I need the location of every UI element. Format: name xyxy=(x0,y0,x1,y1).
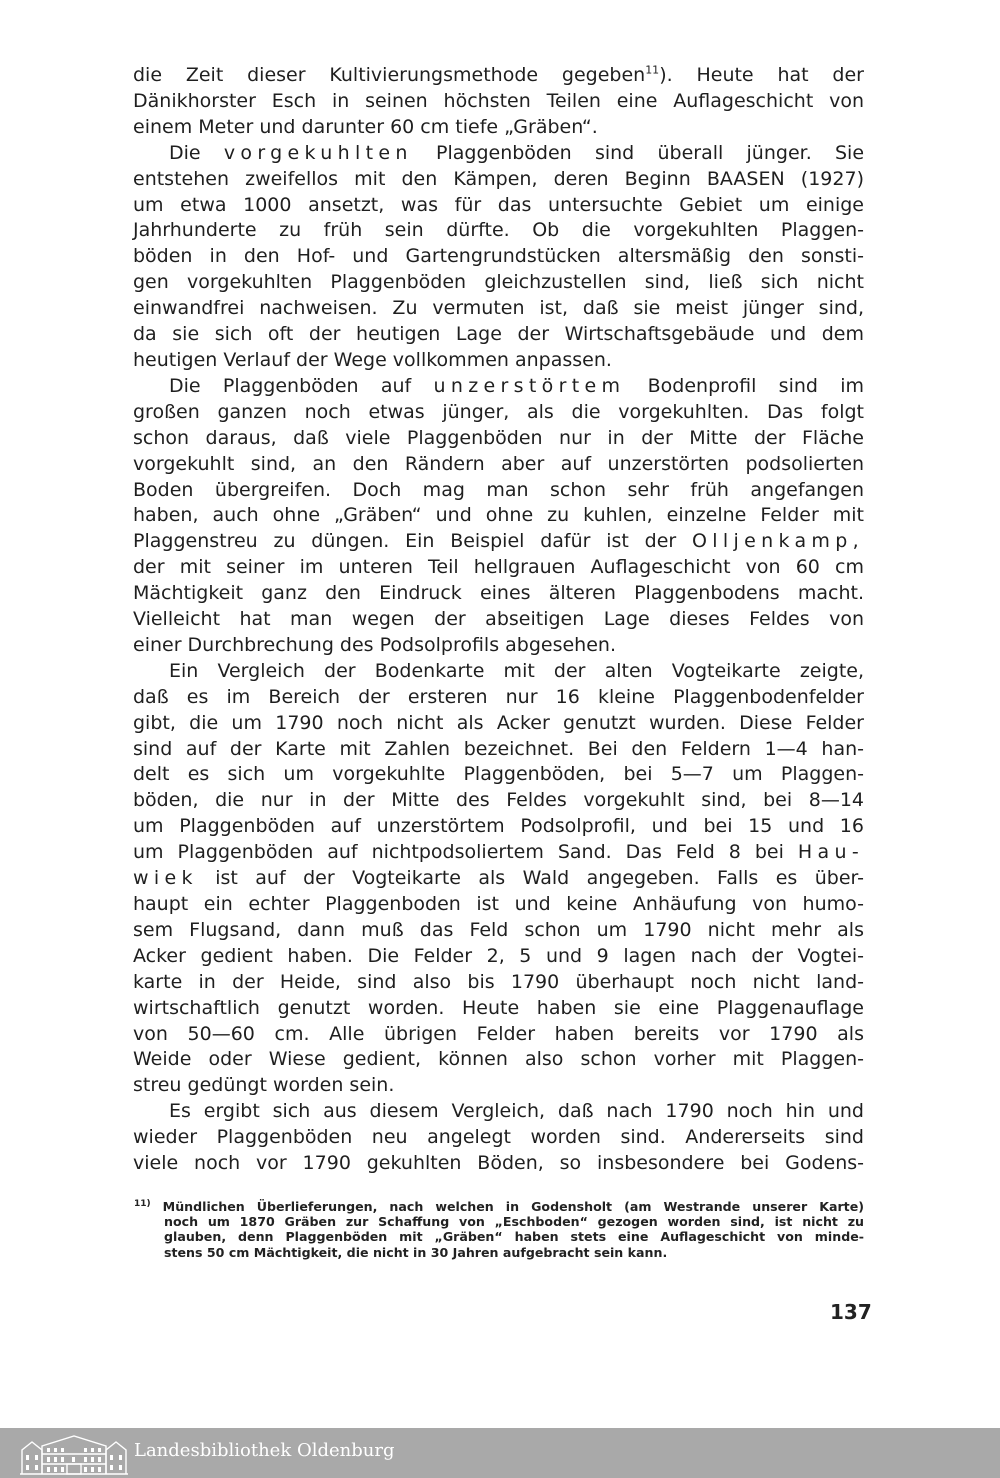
text-line: sem Flugsand, dann muß das Feld schon um 1790 nicht mehr als xyxy=(133,918,864,941)
lead-word: Die xyxy=(169,141,201,164)
footnote-line: noch um 1870 Gräben zur Schaffung von „Eschboden“ gezogen worden sind, ist nicht zu xyxy=(164,1214,864,1230)
text-line: die Zeit dieser Kultivierungsmethode gegeben$^{11}$). Heute hat der xyxy=(133,63,864,86)
text-line xyxy=(133,141,864,167)
footnote-text: Mündlichen Überlieferungen, nach welchen in Godensholt (am Westrande unserer Karte) xyxy=(162,1199,864,1214)
footnote-marker: 11) xyxy=(134,1198,151,1209)
text-line: großen ganzen noch etwas jünger, als die vorgekuhlten. Das folgt xyxy=(133,400,864,423)
text-line: da sie sich oft der heutigen Lage der Wirtschaftsgebäude und dem xyxy=(133,323,864,346)
text-line: gibt, die um 1790 noch nicht als Acker genutzt wurden. Diese Felder xyxy=(133,711,864,734)
text-line: der mit seiner im unteren Teil hellgrauen Auflageschicht von 60 cm xyxy=(133,556,864,579)
line-rest: Plaggenböden sind überall jünger. Sie xyxy=(436,141,865,164)
text-line: von 50—60 cm. Alle übrigen Felder haben bereits vor 1790 als xyxy=(133,1022,864,1045)
emphasized-term: unzerstörtem xyxy=(433,374,626,397)
text-line: heutigen Verlauf der Wege vollkommen anpassen. xyxy=(133,348,612,371)
text-line: daß es im Bereich der ersteren nur 16 kleine Plaggenbodenfelder xyxy=(133,685,864,708)
paragraph-4 xyxy=(133,659,864,1099)
lead-words: Die Plaggenböden auf xyxy=(169,374,412,397)
paragraph-1 xyxy=(133,63,864,141)
library-footer-bar xyxy=(0,1428,1000,1478)
footnote-line: stens 50 cm Mächtigkeit, die nicht in 30 Jahren aufgebracht sein kann. xyxy=(164,1244,668,1260)
text-line: Ein Vergleich der Bodenkarte mit der alten Vogteikarte zeigte, xyxy=(169,659,864,682)
text-line: delt es sich um vorgekuhlte Plaggenböden, bei 5—7 um Plaggen- xyxy=(133,763,864,786)
text-line xyxy=(133,374,864,400)
text-line: gen vorgekuhlten Plaggenböden gleichzustellen sind, ließ sich nicht xyxy=(133,271,864,294)
library-name: Landesbibliothek Oldenburg xyxy=(134,1440,395,1461)
library-building-icon xyxy=(18,1428,130,1478)
text-line: viele noch vor 1790 gekuhlten Böden, so insbesondere bei Godens- xyxy=(133,1152,864,1175)
text-line: wieder Plaggenböden neu angelegt worden sind. Andererseits sind xyxy=(133,1126,864,1149)
line-rest: ist auf der Vogteikarte als Wald angegeben. Falls es über- xyxy=(215,867,864,890)
text-line: streu gedüngt worden sein. xyxy=(133,1074,395,1097)
text-line: Vielleicht hat man wegen der abseitigen Lage dieses Feldes von xyxy=(133,608,864,631)
text-line: Acker gedient haben. Die Felder 2, 5 und 9 lagen nach der Vogtei- xyxy=(133,944,864,967)
text-line: vorgekuhlt sind, an den Rändern aber auf unzerstörten podsolierten xyxy=(133,452,864,475)
paragraph-2 xyxy=(133,141,864,374)
text-line: böden, die nur in der Mitte des Feldes vorgekuhlt sind, bei 8—14 xyxy=(133,789,864,812)
footnote xyxy=(134,1199,864,1260)
emphasized-term: vorgekuhlten xyxy=(223,141,413,164)
text-line: einem Meter und darunter 60 cm tiefe „Gräben“. xyxy=(133,115,598,138)
line-start: Plaggenstreu zu düngen. Ein Beispiel dafür ist der xyxy=(133,530,677,553)
footnote-line: glauben, denn Plaggenböden mit „Gräben“ haben stets eine Auflageschicht von minde- xyxy=(164,1229,864,1245)
text-line xyxy=(133,529,864,555)
text-line: einwandfrei nachweisen. Zu vermuten ist, daß sie meist jünger sind, xyxy=(133,297,864,320)
footnote-line xyxy=(134,1199,864,1214)
text-line: haupt ein echter Plaggenboden ist und keine Anhäufung von humo- xyxy=(133,893,864,915)
text-line: Es ergibt sich aus diesem Vergleich, daß nach 1790 noch hin und xyxy=(169,1100,864,1123)
text-line: entstehen zweifellos mit den Kämpen, deren Beginn BAASEN (1927) xyxy=(133,167,864,190)
footnote-ref: 11 xyxy=(645,63,660,77)
text-line: karte in der Heide, sind also bis 1790 überhaupt noch nicht land- xyxy=(133,970,864,993)
text-line: einer Durchbrechung des Podsolprofils abgesehen. xyxy=(133,633,616,656)
place-name: Hau- xyxy=(797,841,864,864)
text-line: Dänikhorster Esch in seinen höchsten Teilen eine Auflageschicht von xyxy=(133,89,864,112)
text-line: schon daraus, daß viele Plaggenböden nur in der Mitte der Fläche xyxy=(133,426,864,449)
paragraph-5 xyxy=(133,1099,864,1177)
text-line: böden in den Hof- und Gartengrundstücken altersmäßig den sonsti- xyxy=(133,245,864,268)
body-text xyxy=(133,63,864,1177)
text-line: Mächtigkeit ganz den Eindruck eines älteren Plaggenbodens macht. xyxy=(133,582,864,605)
line-rest: Bodenprofil sind im xyxy=(647,374,865,397)
place-name: Olljenkamp, xyxy=(692,530,864,553)
page-number: 137 xyxy=(830,1300,872,1324)
text-line: Jahrhunderte zu früh sein dürfte. Ob die vorgekuhlten Plaggen- xyxy=(133,219,864,242)
text-line: Weide oder Wiese gedient, können also schon vorher mit Plaggen- xyxy=(133,1048,864,1071)
text-line xyxy=(133,840,864,866)
text-line: um etwa 1000 ansetzt, was für das untersuchte Gebiet um einige xyxy=(133,193,864,216)
text-line: haben, auch ohne „Gräben“ und ohne zu kuhlen, einzelne Felder mit xyxy=(133,504,864,527)
text-line: Boden übergreifen. Doch mag man schon sehr früh angefangen xyxy=(133,478,864,501)
text-line: sind auf der Karte mit Zahlen bezeichnet. Bei den Feldern 1—4 han- xyxy=(133,737,864,760)
text-line: um Plaggenböden auf unzerstörtem Podsolprofil, und bei 15 und 16 xyxy=(133,815,864,838)
place-name: wiek xyxy=(133,867,198,890)
text-line: wirtschaftlich genutzt worden. Heute haben sie eine Plaggenauflage xyxy=(133,996,864,1019)
text-line xyxy=(133,866,864,892)
paragraph-3 xyxy=(133,374,864,659)
line-start: um Plaggenböden auf nichtpodsoliertem Sand. Das Feld 8 bei xyxy=(133,841,784,864)
